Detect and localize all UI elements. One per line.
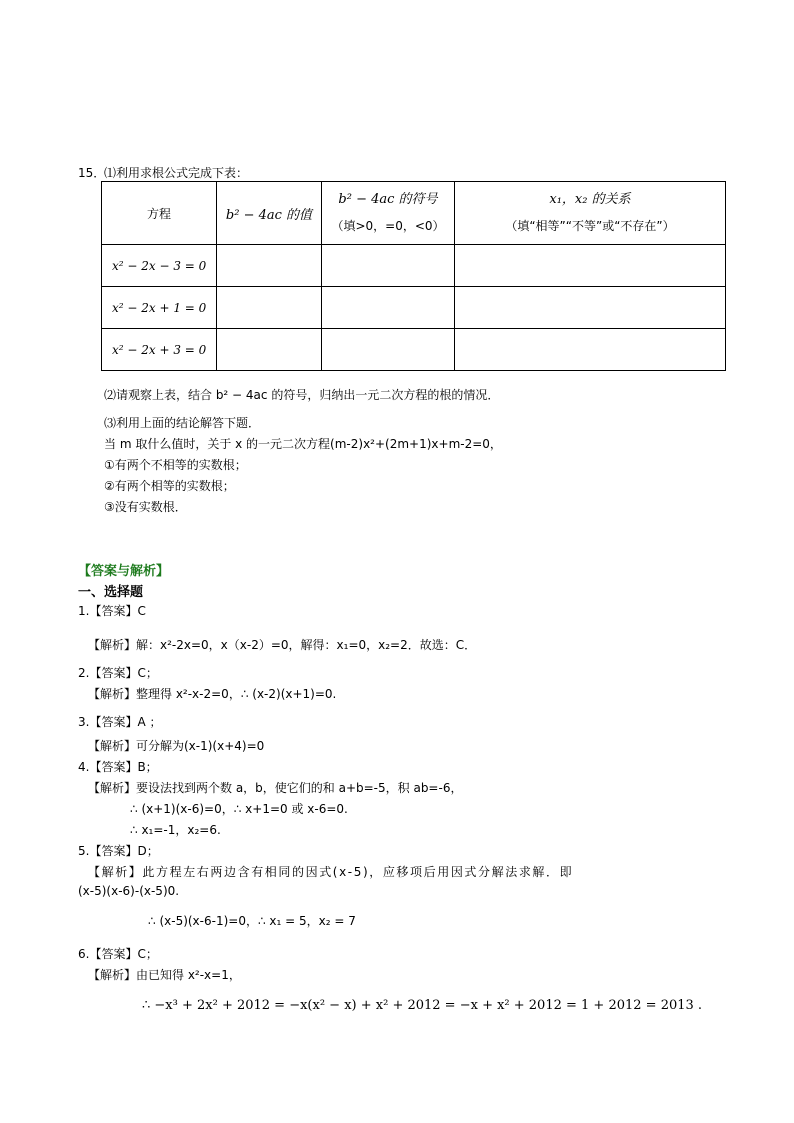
part1-text: ⑴利用求根公式完成下表：: [104, 166, 249, 180]
part2-text: ⑵请观察上表，结合 b² − 4ac 的符号，归纳出一元二次方程的根的情况．: [104, 388, 500, 402]
analysis-line: ∴ (x-5)(x-6-1)=0，∴ x₁ = 5，x₂ = 7: [148, 914, 356, 928]
blank-cell: [217, 245, 322, 287]
table-row: [102, 245, 726, 287]
question-stem: 当 m 取什么值时，关于 x 的一元二次方程(m-2)x²+(2m+1)x+m-2=0，: [104, 437, 502, 451]
answer-line: 5.【答案】D；: [78, 844, 159, 858]
analysis-line: (x-5)(x-6)-(x-5)0.: [78, 884, 180, 898]
analysis-line: 【解析】整理得 x²-x-2=0，∴ (x-2)(x+1)=0.: [88, 687, 337, 701]
item-3: ③没有实数根．: [104, 500, 187, 514]
section-title: 一、选择题: [78, 585, 144, 600]
analysis-line: 【解析】此方程左右两边含有相同的因式(x-5)，应移项后用因式分解法求解．即: [88, 865, 574, 879]
equation-cell: x² − 2x + 1 = 0: [102, 287, 217, 329]
answer-line: 4.【答案】B；: [78, 760, 158, 774]
analysis-line: ∴ −x³ + 2x² + 2012 = −x(x² − x) + x² + 2012 = −x + x² + 2012 = 1 + 2012 = 2013 .: [142, 998, 703, 1013]
analysis-line: 【解析】要设法找到两个数 a，b，使它们的和 a+b=-5，积 ab=-6，: [88, 781, 463, 795]
blank-cell: [455, 245, 726, 287]
question-number: 15．: [78, 166, 106, 180]
item-2: ②有两个相等的实数根；: [104, 479, 235, 493]
analysis-line: 【解析】可分解为(x-1)(x+4)=0: [88, 739, 265, 753]
header-discriminant-value: b² − 4ac 的值: [217, 182, 322, 245]
table-header-row: [102, 182, 726, 245]
blank-cell: [322, 287, 455, 329]
blank-cell: [455, 329, 726, 371]
analysis-line: 【解析】解：x²-2x=0，x（x-2）=0，解得：x₁=0，x₂=2．故选：C．: [88, 638, 477, 652]
discriminant-table: [101, 181, 726, 371]
part3-text: ⑶利用上面的结论解答下题．: [104, 416, 261, 430]
answer-line: 1.【答案】C: [78, 604, 146, 618]
blank-cell: [322, 329, 455, 371]
table-row: [102, 287, 726, 329]
analysis-line: ∴ x₁=-1，x₂=6.: [130, 823, 221, 837]
analysis-line: ∴ (x+1)(x-6)=0，∴ x+1=0 或 x-6=0.: [130, 802, 348, 816]
header-discriminant-sign: b² − 4ac 的符号 （填>0，=0，<0）: [322, 182, 455, 245]
blank-cell: [217, 329, 322, 371]
item-1: ①有两个不相等的实数根；: [104, 458, 247, 472]
answer-line: 2.【答案】C；: [78, 666, 158, 680]
answers-heading: 【答案与解析】: [78, 564, 170, 579]
analysis-line: 【解析】由已知得 x²-x=1，: [88, 968, 241, 982]
table-row: [102, 329, 726, 371]
blank-cell: [455, 287, 726, 329]
equation-cell: x² − 2x + 3 = 0: [102, 329, 217, 371]
equation-cell: x² − 2x − 3 = 0: [102, 245, 217, 287]
blank-cell: [217, 287, 322, 329]
header-equation: 方程: [102, 182, 217, 245]
answer-line: 6.【答案】C；: [78, 947, 158, 961]
header-root-relation: x₁，x₂ 的关系 （填“相等”“不等”或“不存在”）: [455, 182, 726, 245]
answer-line: 3.【答案】A ；: [78, 715, 162, 729]
blank-cell: [322, 245, 455, 287]
